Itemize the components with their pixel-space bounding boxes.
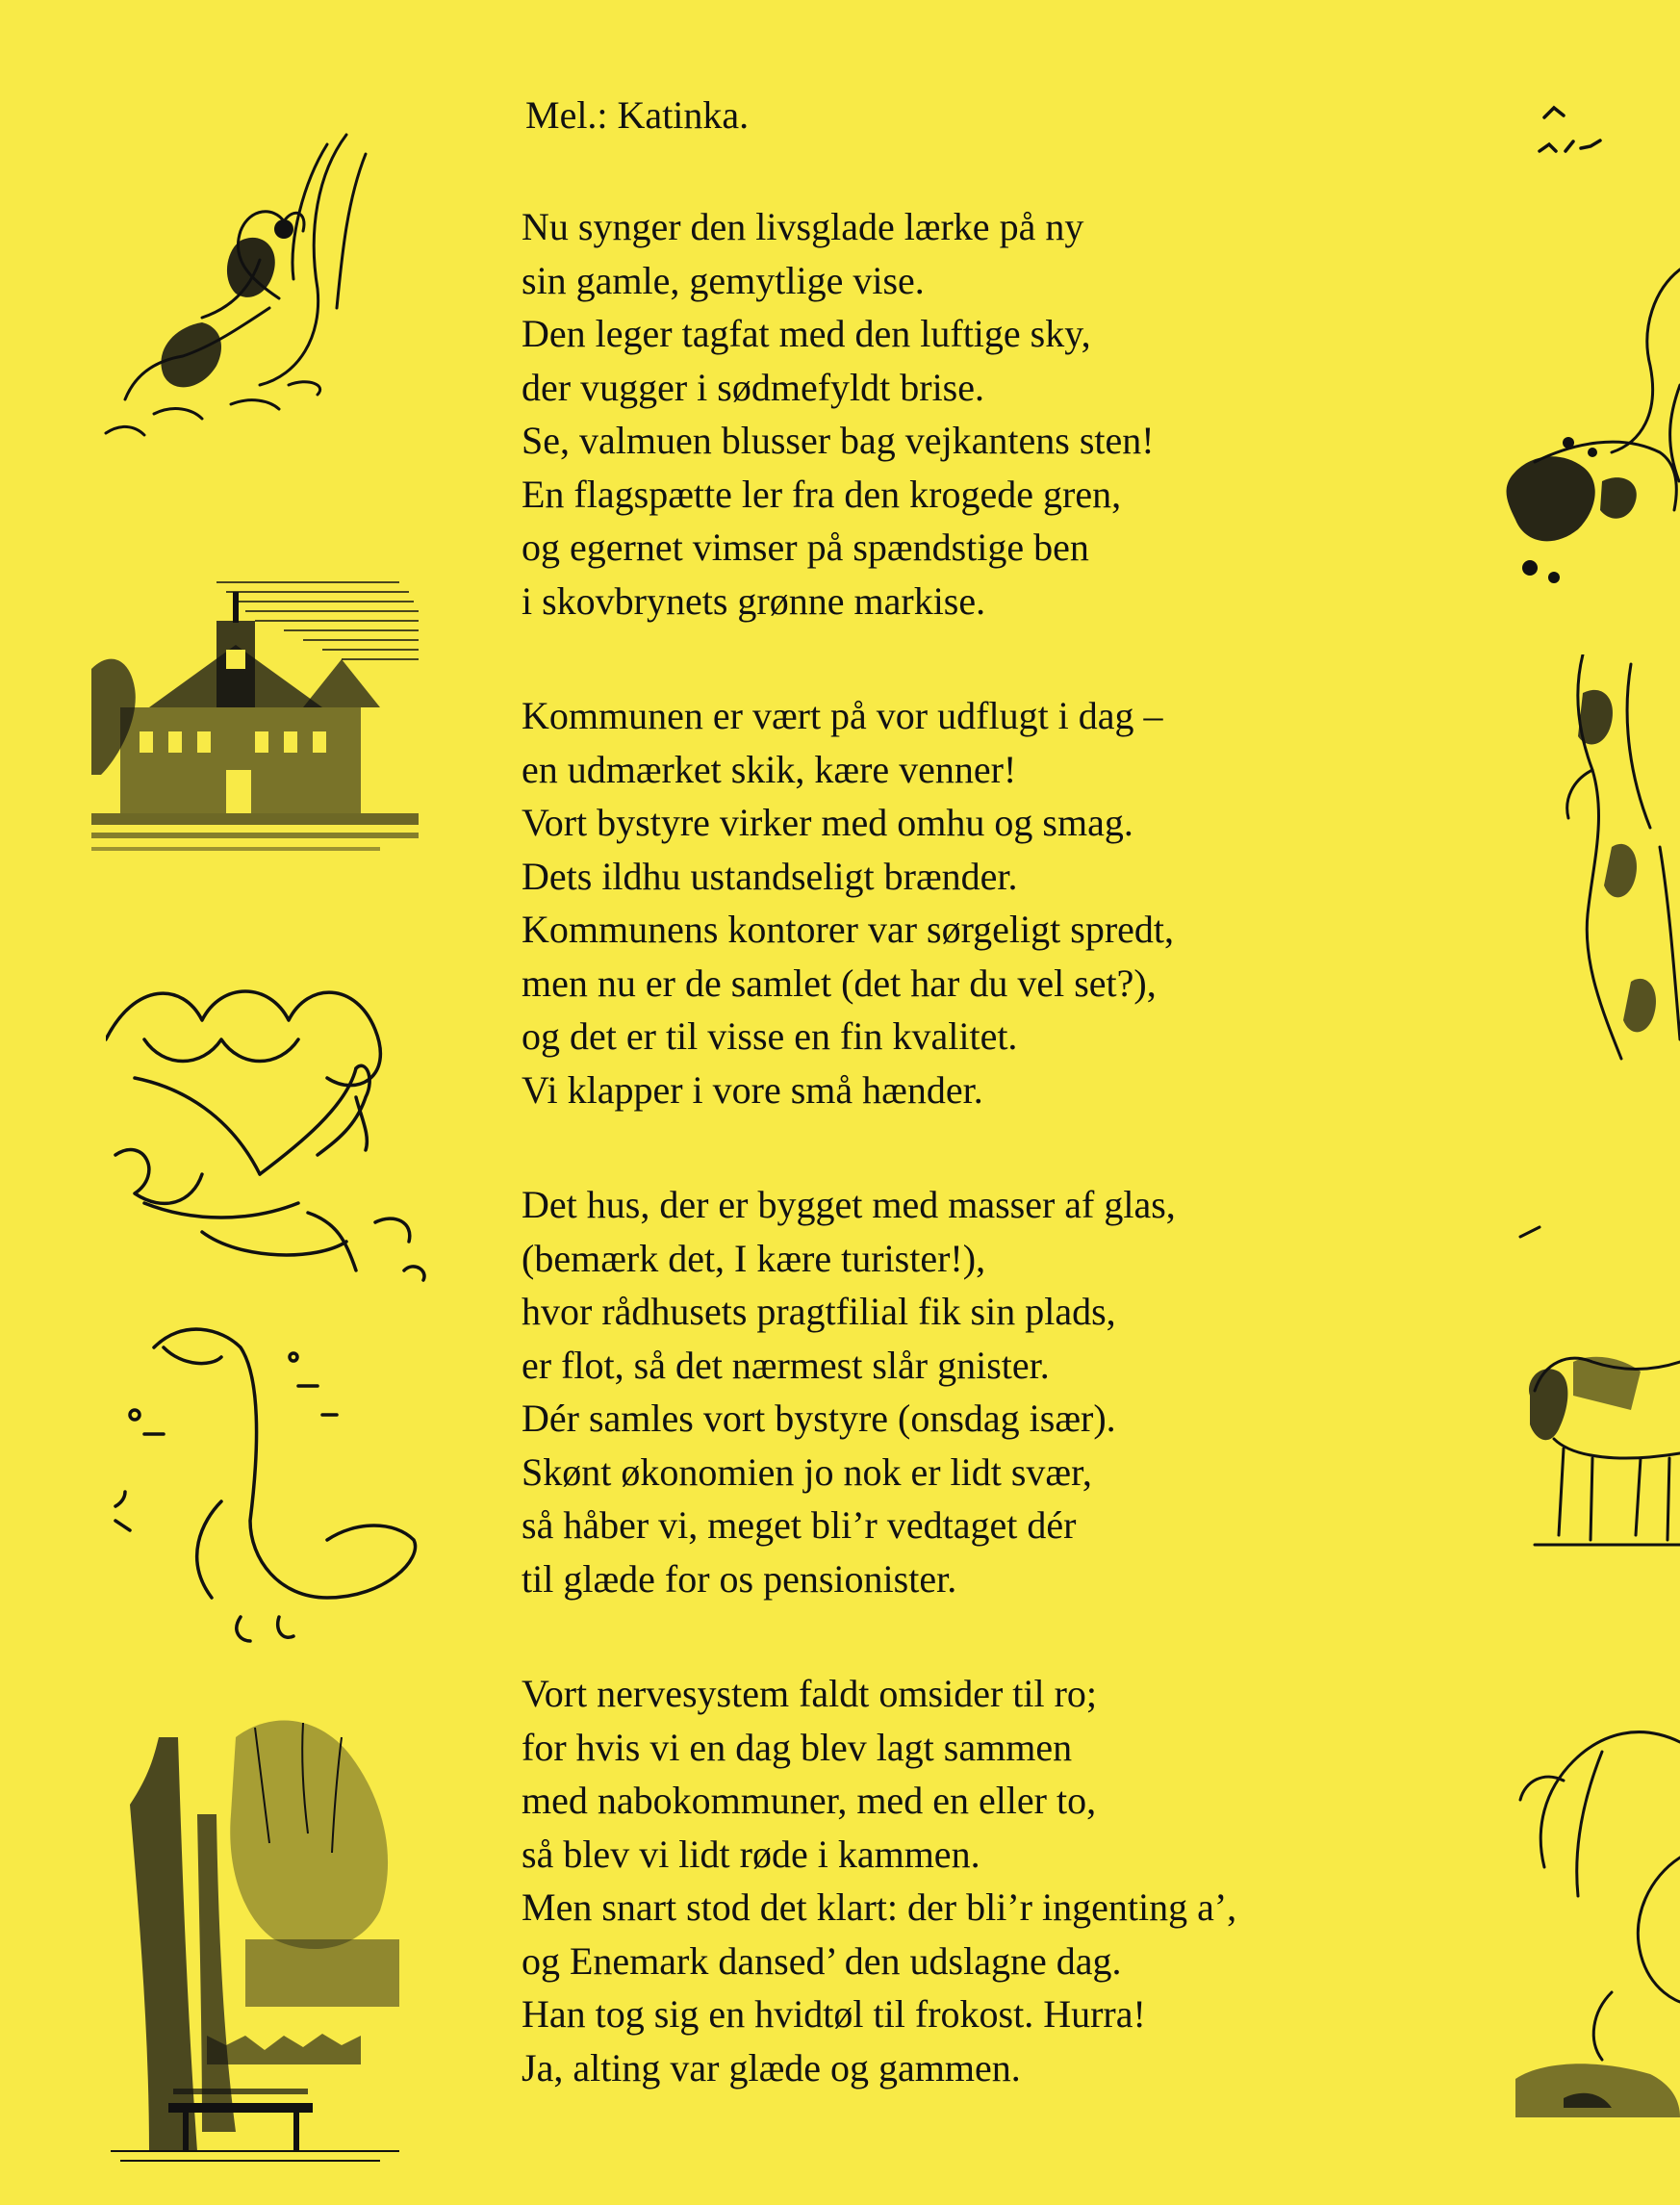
verse-line: Vort bystyre virker med omhu og smag.	[522, 801, 1133, 844]
verse-line: Vi klapper i vore små hænder.	[522, 1067, 983, 1112]
verse-line: Dets ildhu ustandseligt brænder.	[522, 854, 1018, 898]
verse-line: Han tog sig en hvidtøl til frokost. Hurra!	[522, 1992, 1146, 2036]
melody-line: Mel.: Katinka.	[525, 93, 750, 137]
verse-line: så blev vi lidt røde i kammen.	[522, 1832, 980, 1876]
verse-line: der vugger i sødmefyldt brise.	[522, 365, 984, 409]
verse-line: og det er til visse en fin kvalitet.	[522, 1014, 1018, 1058]
horse-illustration	[1515, 1218, 1680, 1602]
verse-line: hvor rådhusets pragtfilial fik sin plads,	[522, 1290, 1116, 1333]
tree-trunk-illustration	[1535, 654, 1680, 1107]
verse-line: med nabokommuner, med en eller to,	[522, 1779, 1097, 1822]
manor-house-illustration	[91, 563, 423, 871]
verse-line: Nu synger den livsglade lærke på ny	[522, 205, 1084, 248]
verse-line: men nu er de samlet (det har du vel set?),	[522, 961, 1157, 1005]
swans-illustration	[106, 982, 462, 1646]
song-text	[522, 89, 1484, 2094]
park-bench-trees-illustration	[111, 1699, 419, 2170]
verse-line: Kommunen er vært på vor udflugt i dag –	[522, 694, 1163, 737]
verse-line: Det hus, der er bygget med masser af glas,	[522, 1183, 1176, 1226]
verse-line: Vort nervesystem faldt omsider til ro;	[522, 1672, 1098, 1715]
verse-line: til glæde for os pensionister.	[522, 1556, 957, 1601]
swan-tree-illustration	[1506, 1704, 1680, 2127]
verse-line: Kommunens kontorer var sørgeligt spredt,	[522, 908, 1175, 951]
verse-line: så håber vi, meget bli’r vedtaget dér	[522, 1503, 1077, 1547]
verse-line: Den leger tagfat med den luftige sky,	[522, 312, 1091, 355]
stanza-1	[522, 200, 1484, 628]
verse-line: Ja, alting var glæde og gammen.	[522, 2045, 1021, 2090]
bird-notes-illustration	[1535, 98, 1612, 175]
verse-line: Dér samles vort bystyre (onsdag især).	[522, 1397, 1116, 1440]
squirrel-illustration	[96, 115, 414, 443]
verse-line: sin gamle, gemytlige vise.	[522, 258, 925, 302]
stanza-4	[522, 1667, 1484, 2094]
verse-line: (bemærk det, I kære turister!),	[522, 1236, 986, 1280]
verse-line: og Enemark dansed’ den udslagne dag.	[522, 1938, 1122, 1983]
verse-line: for hvis vi en dag blev lagt sammen	[522, 1725, 1073, 1769]
left-illustration-column	[87, 96, 452, 2166]
stanza-2	[522, 689, 1484, 1116]
verse-line: i skovbrynets grønne markise.	[522, 578, 986, 623]
verse-line: Skønt økonomien jo nok er lidt svær,	[522, 1449, 1092, 1494]
right-illustration-column	[1496, 87, 1680, 2127]
verse-line: Men snart stod det klart: der bli’r ingenting a’,	[522, 1885, 1237, 1929]
verse-line: en udmærket skik, kære venner!	[522, 747, 1017, 791]
tree-branch-illustration	[1496, 192, 1680, 597]
stanza-3	[522, 1178, 1484, 1605]
verse-line: Se, valmuen blusser bag vejkantens sten!	[522, 419, 1155, 462]
verse-line: er flot, så det nærmest slår gnister.	[522, 1343, 1050, 1387]
verse-line: og egernet vimser på spændstige ben	[522, 526, 1089, 569]
verse-line: En flagspætte ler fra den krogede gren,	[522, 472, 1122, 516]
